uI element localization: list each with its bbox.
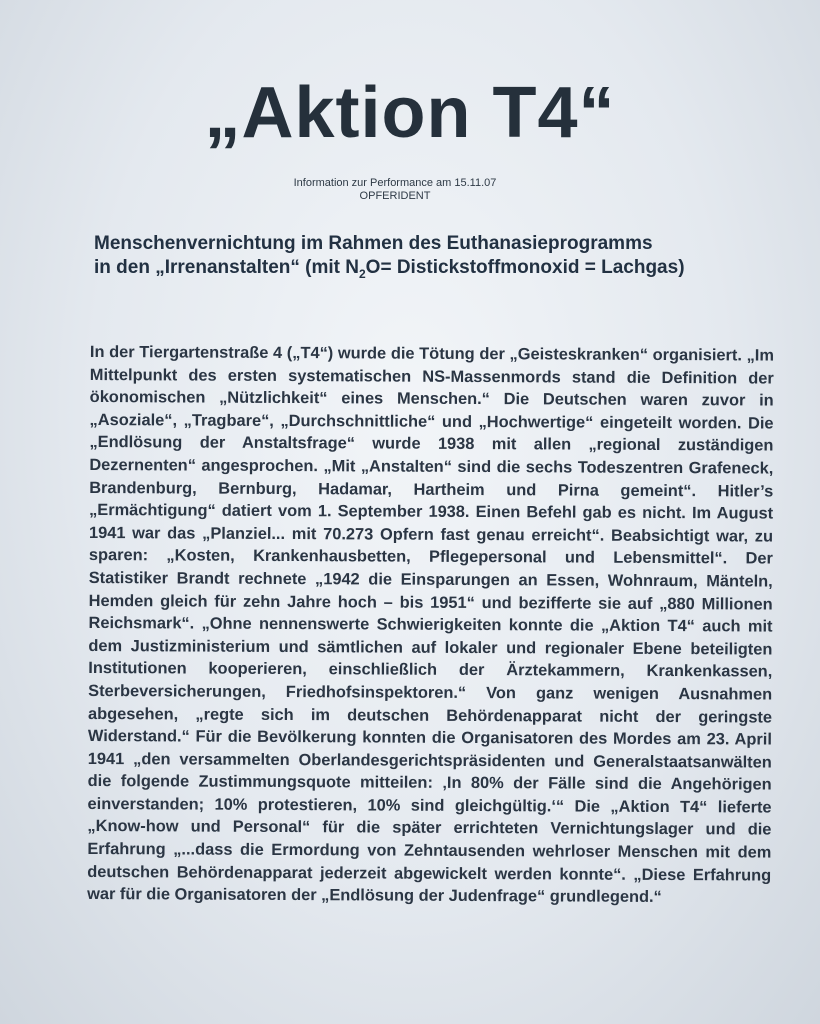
info-organizer-line: OPFERIDENT — [359, 190, 431, 202]
subtitle-line-2-end: O= Distickstoffmonoxid = Lachgas) — [365, 257, 685, 278]
body-paragraph: In der Tiergartenstraße 4 („T4“) wurde die Tötung der „Geisteskranken“ organisiert. „Im Mittelpunkt des ersten systematischen NS-Massenmords stand die Definition der ökonomischen „Nützlichkeit“ eines Menschen.“ Die Deutschen waren zuvor in „Asoziale“, „Tragbare“, „Durchschnittliche“ und „Hochwertige“ eingeteilt worden. Die „Endlösung der Anstaltsfrage“ wurde 1938 mit allen „regional zuständigen Dezernenten“ angesprochen. „Mit „Anstalten“ sind die sechs Todeszentren Grafeneck, Brandenburg, Bernburg, Hadamar, Hartheim und Pirna gemeint“. Hitler’s „Ermächtigung“ datiert vom 1. September 1938. Einen Befehl gab es nicht. Im August 1941 war das „Planziel... mit 70.273 Opfern fast genau erreicht“. Beabsichtigt war, zu sparen: „Kosten, Krankenhausbetten, Pflegepersonal und Lebensmittel“. Der Statistiker Brandt rechnete „1942 die Einsparungen an Essen, Wohnraum, Mänteln, Hemden gleich für zehn Jahre hoch – bis 1951“ und bezifferte sie auf „880 Millionen Reichsmark“. „Ohne nennenswerte Schwierigkeiten konnte die „Aktion T4“ auch mit dem Justizministerium und sämtlichen auf lokaler und regionaler Ebene beteiligten Institutionen kooperieren, einschließlich der Ärztekammern, Krankenkassen, Sterbeversicherungen, Friedhofsinspektoren.“ Von ganz wenigen Ausnahmen abgesehen, „regte sich im deutschen Behördenapparat nicht der geringste Widerstand.“ Für die Bevölkerung konnten die Organisatoren des Mordes am 23. April 1941 „den versammelten Oberlandesgerichtspräsidenten und Generalstaatsanwälten die folgende Zustimmungsquote mitteilen: ‚In 80% der Fälle sind die Angehörigen einverstanden; 10% protestieren, 10% sind gleichgültig.‘“ Die „Aktion T4“ lieferte „Know-how und Personal“ für die später errichteten Vernichtungslager und die Erfahrung „...dass die Ermordung von Zehntausenden wehrloser Menschen mit dem deutschen Behördenapparat jederzeit abgewickelt werden konnte“. „Diese Erfahrung war für die Organisatoren der „Endlösung der Judenfrage“ grundlegend.“ — [87, 342, 774, 907]
subtitle — [94, 232, 794, 286]
subtitle-line-2-start: in den „Irrenanstalten“ (mit N — [94, 257, 359, 278]
info-date-line: Information zur Performance am 15.11.07 — [293, 177, 497, 189]
subtitle-subscript: 2 — [358, 266, 366, 281]
subtitle-line-1: Menschenvernichtung im Rahmen des Euthanasieprogramms — [94, 233, 653, 254]
page-title: „Aktion T4“ — [204, 73, 616, 153]
performance-info — [0, 177, 790, 203]
